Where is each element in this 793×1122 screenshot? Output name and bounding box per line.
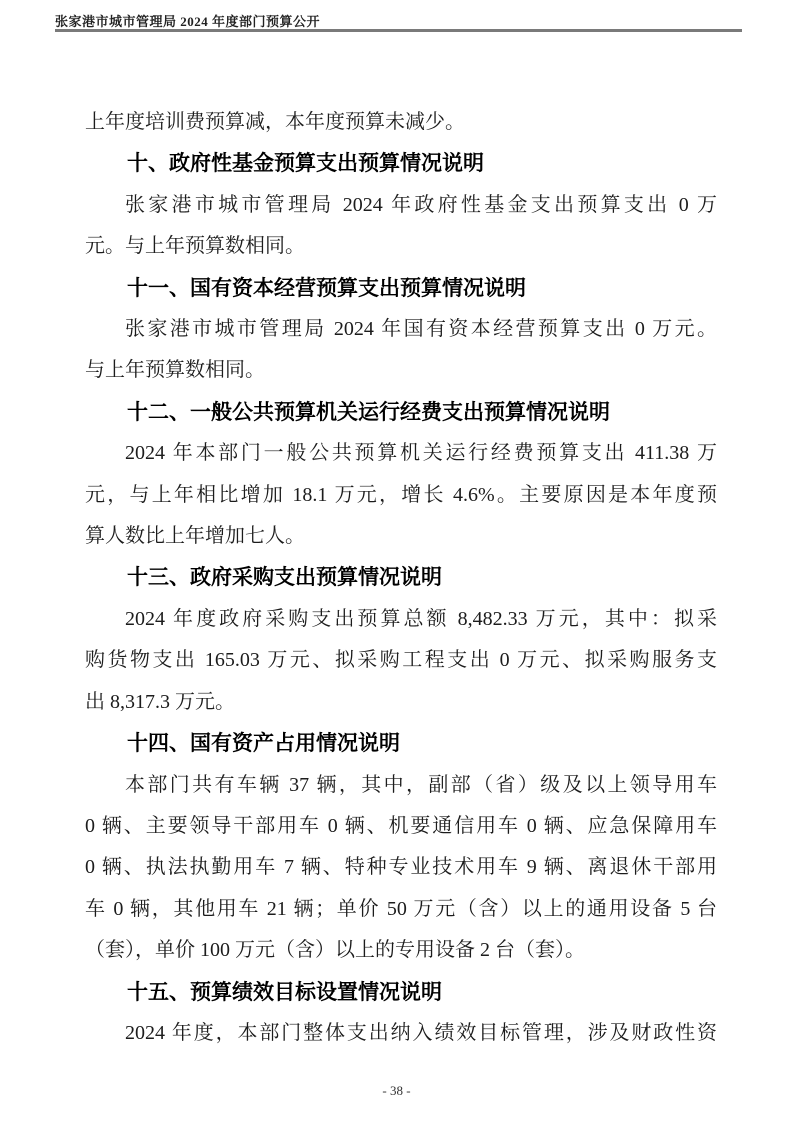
body-text-line: 元。与上年预算数相同。 xyxy=(85,235,305,258)
footer-page-number: - 38 - xyxy=(382,1083,411,1098)
body-text-line: 出 8,317.3 万元。 xyxy=(85,690,235,713)
body-text-line: 上年度培训费预算减，本年度预算未减少。 xyxy=(85,111,465,133)
section-heading: 十五、预算绩效目标设置情况说明 xyxy=(127,980,442,1004)
body-text-line: 2024 年度政府采购支出预算总额 8,482.33 万元，其中：拟采 xyxy=(125,607,717,630)
body-text-line: 与上年预算数相同。 xyxy=(85,359,265,382)
body-text-line: （套），单价 100 万元（含）以上的专用设备 2 台（套）。 xyxy=(85,939,585,962)
document-body xyxy=(85,102,717,1054)
body-text-line: 车 0 辆，其他用车 21 辆；单价 50 万元（含）以上的通用设备 5 台 xyxy=(85,897,717,920)
section-heading: 十、政府性基金预算支出预算情况说明 xyxy=(127,152,484,176)
body-text-line: 2024 年本部门一般公共预算机关运行经费预算支出 411.38 万 xyxy=(125,442,717,465)
section-heading: 十一、国有资本经营预算支出预算情况说明 xyxy=(127,276,526,300)
body-text-line: 购货物支出 165.03 万元、拟采购工程支出 0 万元、拟采购服务支 xyxy=(85,649,717,672)
section-heading: 十三、政府采购支出预算情况说明 xyxy=(127,566,442,590)
body-text-line: 2024 年度，本部门整体支出纳入绩效目标管理，涉及财政性资 xyxy=(125,1021,717,1044)
body-text-line: 算人数比上年增加七人。 xyxy=(85,525,305,548)
section-heading: 十四、国有资产占用情况说明 xyxy=(127,732,400,756)
header-rule xyxy=(55,29,742,32)
body-text-line: 0 辆、执法执勤用车 7 辆、特种专业技术用车 9 辆、离退休干部用 xyxy=(85,856,717,879)
body-text-line: 本部门共有车辆 37 辆，其中，副部（省）级及以上领导用车 xyxy=(125,773,717,796)
body-text-line: 0 辆、主要领导干部用车 0 辆、机要通信用车 0 辆、应急保障用车 xyxy=(85,814,717,837)
body-text-line: 张家港市城市管理局 2024 年政府性基金支出预算支出 0 万 xyxy=(125,193,717,216)
section-heading: 十二、一般公共预算机关运行经费支出预算情况说明 xyxy=(127,400,610,424)
body-text-line: 张家港市城市管理局 2024 年国有资本经营预算支出 0 万元。 xyxy=(125,318,717,341)
body-text-line: 元，与上年相比增加 18.1 万元，增长 4.6%。主要原因是本年度预 xyxy=(85,483,717,506)
page-header-title: 张家港市城市管理局 2024 年度部门预算公开 xyxy=(55,14,321,29)
